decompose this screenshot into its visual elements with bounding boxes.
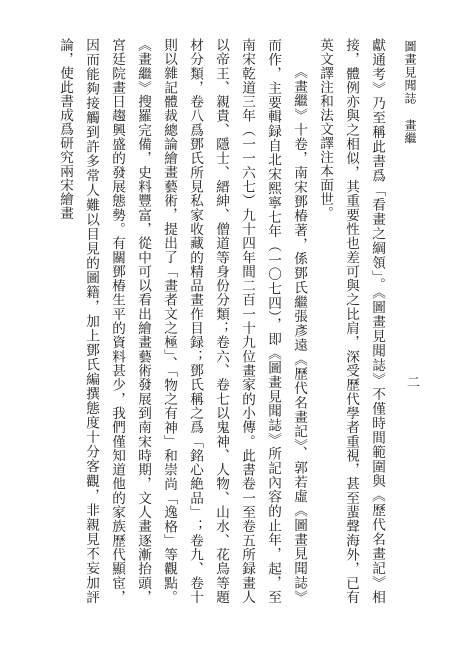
page-number: 二 <box>404 375 419 388</box>
main-body-text <box>57 38 390 604</box>
header-book-title: 圖畫見聞誌 <box>403 40 417 105</box>
header-section-title: 畫繼 <box>403 119 417 145</box>
paragraph-2: 《畫繼》十卷，南宋鄧椿著，係鄧氏繼張彥遠《歷代名畫記》、郭若虛《圖畫見聞誌》而作，主要輯録自北宋熙寧七年（一〇七四），即《圖畫見聞誌》所記內容的止年，起，至南宋乾道三年（一一六七）九十四年間二百一十九位畫家的小傳。此書卷一至卷五所録畫人以帝王、親貴、隱士、縉紳、僧道等身份分類；卷六、卷七以鬼神、人物、山水、花鳥等題材分類，卷八爲鄧氏所見私家收藏的精品畫作目録；鄧氏稱之爲「銘心絶品」；卷九、卷十則以雜記體裁總論繪畫藝術，提出了「畫者文之極」、「物之有神」和崇尚「逸格」等觀點。《畫繼》搜羅完備，史料豐富，從中可以看出繪畫藝術發展到南宋時期，文人畫逐漸抬頭，宮廷院畫日趨興盛的發展態勢。有關鄧椿生平的資料甚少，我們僅知道他的家族歷代顯宦，因而能夠接觸到許多常人難以目見的圖籍，加上鄧氏編撰態度十分客觀，非親見不妄加評論，使此書成爲研究兩宋繪畫 <box>57 38 307 604</box>
paragraph-1: 獻通考》乃至稱此書爲「看畫之綱領」。《圖畫見聞誌》不僅時間範圍與《歷代名畫記》相接，體例亦與之相似，其重要性也差可與之比肩，深受歷代學者重視，甚至蜚聲海外，已有英文譯注和法文譯注本面世。 <box>317 38 385 604</box>
running-header <box>404 40 416 145</box>
